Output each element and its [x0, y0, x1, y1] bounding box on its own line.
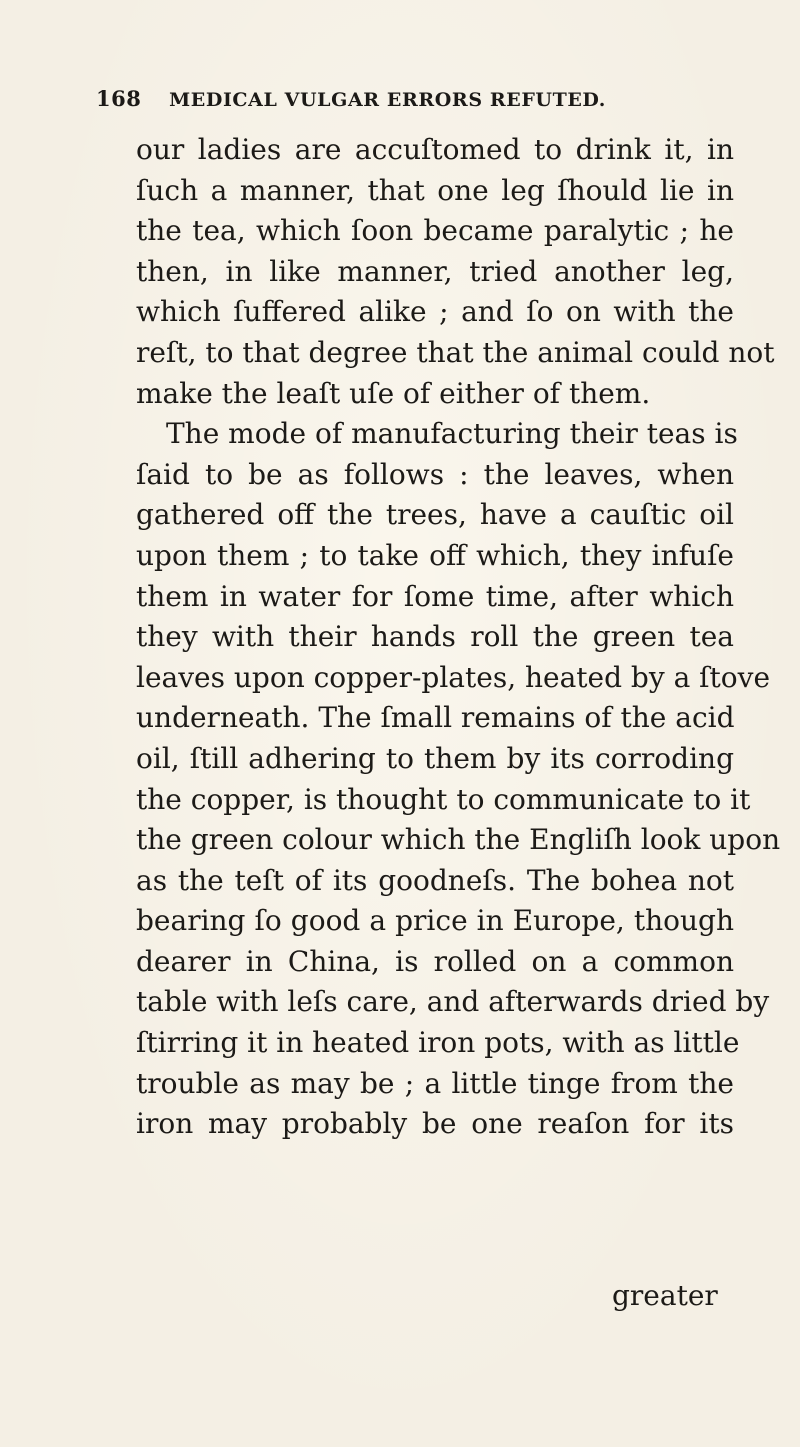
text-line: the green colour which the Engliſh look upon — [136, 823, 781, 857]
text-line: reſt, to that degree that the animal could not — [136, 335, 775, 369]
text-line: they with their hands roll the green tea — [136, 620, 734, 654]
page-number: 168 — [96, 86, 142, 111]
catchword: greater — [612, 1279, 718, 1312]
text-line: the copper, is thought to communicate to it — [136, 782, 751, 816]
text-line: our ladies are accuſtomed to drink it, in — [136, 133, 734, 166]
text-line: them in water for ſome time, after which — [136, 579, 734, 613]
text-line: ſaid to be as follows : the leaves, when — [136, 457, 734, 491]
text-line: then, in like manner, tried another leg, — [136, 254, 734, 288]
text-line: ſuch a manner, that one leg ſhould lie in — [136, 173, 734, 207]
text-line: table with leſs care, and afterwards dried by — [136, 985, 770, 1019]
page-header — [96, 86, 736, 120]
text-line: gathered off the trees, have a cauſtic oil — [136, 498, 734, 532]
running-title: MEDICAL VULGAR ERRORS REFUTED. — [169, 89, 607, 111]
text-line: which ſuffered alike ; and ſo on with the — [136, 295, 734, 329]
text-line: upon them ; to take off which, they infuſe — [136, 538, 734, 572]
body-text — [136, 130, 781, 1145]
text-line: ſtirring it in heated iron pots, with as little — [136, 1026, 740, 1060]
paragraph-start-line: The mode of manufacturing their teas is — [166, 417, 738, 451]
text-line: bearing ſo good a price in Europe, though — [136, 904, 734, 938]
text-line: make the leaſt uſe of either of them. — [136, 376, 651, 410]
text-line: underneath. The ſmall remains of the acid — [136, 701, 735, 735]
text-line: oil, ſtill adhering to them by its corroding — [136, 741, 734, 775]
text-line: iron may probably be one reaſon for its — [136, 1107, 734, 1141]
text-line: leaves upon copper-plates, heated by a ſtove — [136, 660, 771, 694]
text-line: dearer in China, is rolled on a common — [136, 944, 734, 978]
text-line: the tea, which ſoon became paralytic ; he — [136, 214, 734, 248]
text-line: as the teſt of its goodneſs. The bohea not — [136, 863, 734, 897]
text-line: trouble as may be ; a little tinge from the — [136, 1066, 734, 1100]
